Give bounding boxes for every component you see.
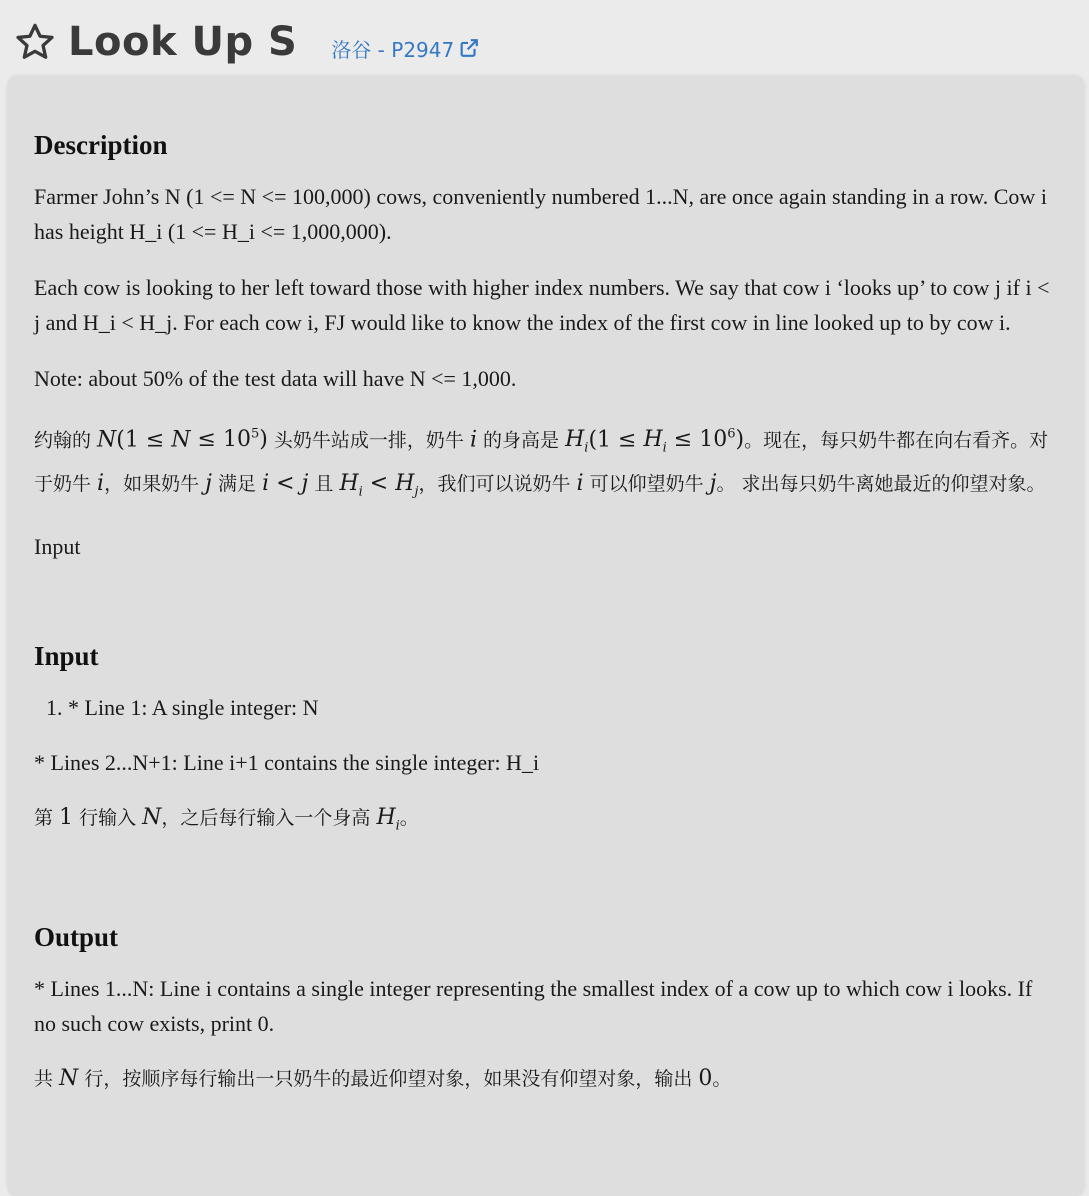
- input-heading: Input: [34, 641, 99, 672]
- zh-number: 0: [698, 1065, 713, 1091]
- zh-text: 满足: [211, 472, 263, 495]
- zh-text: 的身高是: [476, 429, 566, 452]
- zh-text: ，我们可以说奶牛: [418, 472, 577, 495]
- zh-text: 共: [34, 1067, 60, 1090]
- description-heading: Description: [34, 130, 168, 160]
- zh-number: 1: [59, 805, 74, 831]
- zh-text: 第: [34, 807, 60, 830]
- page-title: Look Up S: [68, 19, 298, 65]
- zh-text: 。 求出每只奶牛离她最近的仰望对象。: [716, 472, 1046, 495]
- zh-text: 。现在，每只奶牛都在向右看齐。对于奶牛: [34, 429, 1049, 495]
- zh-text: 行，按顺序每行输出一只奶牛的最近仰望对象，如果没有仰望对象，输出: [78, 1067, 699, 1090]
- zh-text: ，之后每行输入一个身高: [161, 807, 377, 830]
- source-link-label[interactable]: 洛谷 - P2947: [331, 37, 455, 62]
- problem-content: [34, 128, 1058, 1097]
- description-paragraph-2: Each cow is looking to her left toward those with higher index numbers. We say that cow i ‘looks up’ to cow j if i < j and H_i < H_j. For each cow i, FJ would like to know the index of the first cow in line looked up to by cow i.: [34, 275, 1050, 335]
- output-heading: Output: [34, 921, 119, 952]
- zh-text: 。: [399, 807, 419, 830]
- external-link-icon[interactable]: [458, 37, 480, 59]
- input-list: [34, 690, 1058, 725]
- zh-text: 可以仰望奶牛: [583, 472, 710, 495]
- problem-header: [14, 14, 480, 70]
- zh-text: 约翰的: [34, 429, 98, 452]
- description-note: Note: about 50% of the test data will have N <= 1,000.: [34, 366, 517, 391]
- description-paragraph-1: Farmer John’s N (1 <= N <= 100,000) cows, conveniently numbered 1...N, are once again standing in a row. Cow i has height H_i (1 <= H_i <= 1,000,000).: [34, 184, 1047, 244]
- output-paragraph-1: * Lines 1...N: Line i contains a single integer representing the smallest index of a cow up to which cow i looks. If no such cow exists, print 0.: [34, 975, 1033, 1036]
- zh-text: ，如果奶牛: [104, 472, 206, 495]
- input-list-item: 1. * Line 1: A single integer: N: [68, 690, 1058, 725]
- zh-text: 且: [308, 472, 340, 495]
- input-chinese: 第 1 行输入 N，之后每行输入一个身高 $H_i$。: [34, 805, 419, 834]
- input-paragraph-2: * Lines 2...N+1: Line i+1 contains the single integer: H_i: [34, 750, 540, 776]
- zh-text: 行输入: [73, 807, 143, 830]
- zh-text: 头奶牛站成一排，奶牛: [267, 429, 470, 452]
- zh-text: 。: [712, 1067, 732, 1090]
- problem-card: [8, 76, 1084, 1196]
- output-chinese: 共 N 行，按顺序每行输出一只奶牛的最近仰望对象，如果没有仰望对象，输出 0。: [34, 1065, 732, 1091]
- description-input-label: Input: [34, 534, 81, 560]
- star-icon[interactable]: [14, 21, 56, 63]
- description-chinese: 约翰的 $N(1 \le N \le 10^5)$ 头奶牛站成一排，奶牛 i 的身高是 $H_i(1 \le H_i \le 10^6)$。现在，每只奶牛都在向右看齐。对于奶牛 i，如果奶牛 j 满足 i < j 且 $H_i < H_j$，我们可以说奶牛 i 可以仰望奶牛 j。 求出每只奶牛离她最近的仰望对象。: [34, 427, 1049, 500]
- source-link[interactable]: [331, 34, 480, 63]
